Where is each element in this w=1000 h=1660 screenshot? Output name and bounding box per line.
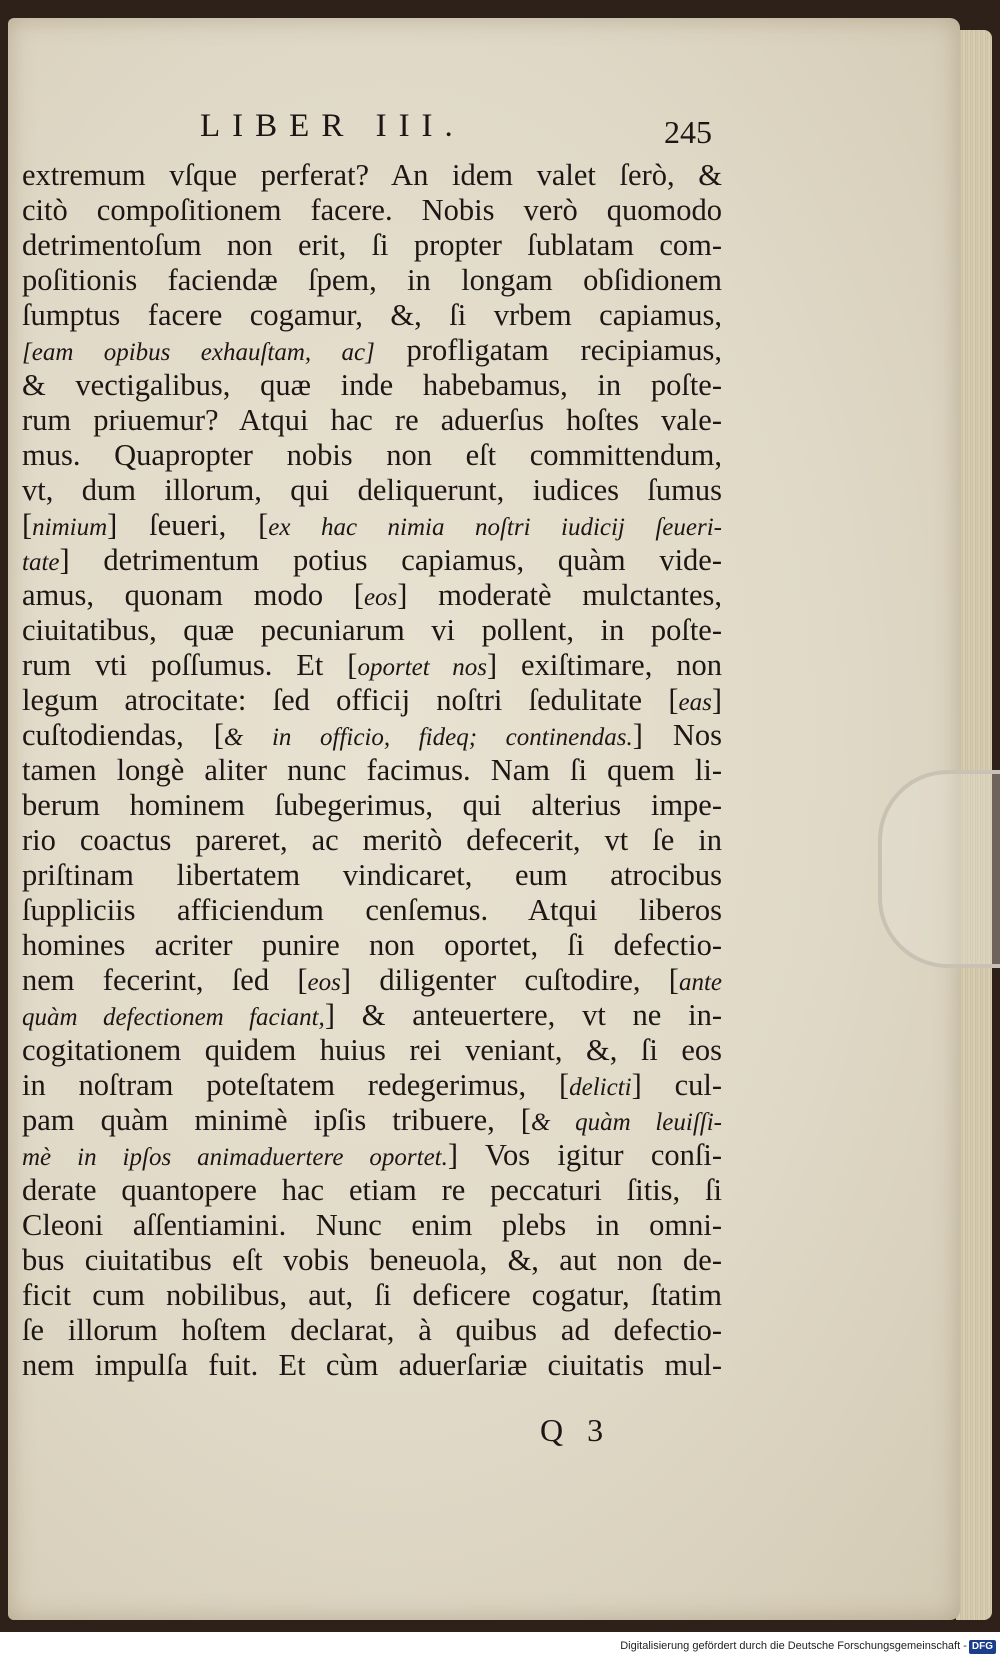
text-segment: poſitionis faciendæ ſpem, in longam obſidionem <box>22 263 722 297</box>
text-line <box>22 578 722 613</box>
text-segment: ſumptus facere cogamur, &, ſi vrbem capiamus, <box>22 298 722 332</box>
text-segment: ] ſeueri, [ <box>107 508 269 542</box>
text-segment: nem impulſa fuit. Et cùm aduerſariæ ciuitatis mul- <box>22 1348 722 1382</box>
bracketed-insertion: oportet nos <box>357 654 487 681</box>
text-segment: ] Vos igitur conſi- <box>447 1138 722 1172</box>
bracketed-insertion: nimium <box>32 514 108 541</box>
text-line <box>22 1103 722 1138</box>
text-segment: Cleoni aſſentiamini. Nunc enim plebs in omni- <box>22 1208 722 1242</box>
text-segment: bus ciuitatibus eſt vobis beneuola, &, aut non de- <box>22 1243 722 1277</box>
text-segment: homines acriter punire non oportet, ſi defectio- <box>22 928 722 962</box>
text-segment: cogitationem quidem huius rei veniant, &, ſi eos <box>22 1033 722 1067</box>
text-line <box>22 1138 722 1173</box>
text-segment: tamen longè aliter nunc facimus. Nam ſi quem li- <box>22 753 722 787</box>
bracketed-insertion: tate <box>22 549 60 576</box>
text-segment: in noſtram poteſtatem redegerimus, [ <box>22 1068 570 1102</box>
text-line <box>22 438 722 473</box>
text-segment: ] detrimentum potius capiamus, quàm vide- <box>59 543 722 577</box>
text-segment: ficit cum nobilibus, aut, ſi deficere cogatur, ſtatim <box>22 1278 722 1312</box>
text-segment: [ <box>22 508 33 542</box>
text-segment: ſuppliciis afficiendum cenſemus. Atqui liberos <box>22 893 722 927</box>
text-segment: extremum vſque perferat? An idem valet ſerò, & <box>22 158 722 192</box>
text-segment: vt, dum illorum, qui deliquerunt, iudices ſumus <box>22 473 722 507</box>
text-line <box>22 1033 722 1068</box>
text-segment: detrimentoſum non erit, ſi propter ſublatam com- <box>22 228 722 262</box>
text-segment: ] & anteuertere, vt ne in- <box>324 998 722 1032</box>
text-line <box>22 823 722 858</box>
text-line <box>22 683 722 718</box>
text-line <box>22 788 722 823</box>
text-line <box>22 753 722 788</box>
bracketed-insertion: ante <box>678 969 722 996</box>
digitization-footer <box>0 1632 1000 1660</box>
bracketed-insertion: quàm defectionem faciant, <box>22 1004 325 1031</box>
text-line <box>22 1278 722 1313</box>
text-segment: citò compoſitionem facere. Nobis verò quomodo <box>22 193 722 227</box>
text-segment: ſe illorum hoſtem declarat, à quibus ad defectio- <box>22 1313 722 1347</box>
text-line <box>22 893 722 928</box>
bracketed-insertion: mè in ipſos animaduertere oportet. <box>22 1144 448 1171</box>
text-segment: ] moderatè mulctantes, <box>397 578 722 612</box>
text-line <box>22 1243 722 1278</box>
text-line <box>22 1068 722 1103</box>
text-segment: priſtinam libertatem vindicaret, eum atrocibus <box>22 858 722 892</box>
text-segment: rio coactus pareret, ac meritò defecerit, vt ſe in <box>22 823 722 857</box>
text-line <box>22 1173 722 1208</box>
text-line <box>22 228 722 263</box>
bracketed-insertion: & quàm leuiſſi- <box>530 1109 722 1136</box>
text-segment: mus. Quapropter nobis non eſt committendum, <box>22 438 722 472</box>
text-line <box>22 1348 722 1383</box>
text-line <box>22 298 722 333</box>
text-segment: rum priuemur? Atqui hac re aduerſus hoſtes vale- <box>22 403 722 437</box>
text-line <box>22 718 722 753</box>
text-line <box>22 928 722 963</box>
signature-mark: Q 3 <box>540 1412 612 1448</box>
text-segment: ] diligenter cuſtodire, [ <box>340 963 679 997</box>
bracketed-insertion: ex hac nimia noſtri iudicij ſeueri- <box>268 514 722 541</box>
text-segment: ] cul- <box>631 1068 722 1102</box>
text-segment: & vectigalibus, quæ inde habebamus, in poſte- <box>22 368 722 402</box>
text-segment: legum atrocitate: ſed officij noſtri ſedulitate [ <box>22 683 679 717</box>
text-segment: berum hominem ſubegerimus, qui alterius impe- <box>22 788 722 822</box>
text-segment: derate quantopere hac etiam re peccaturi ſitis, ſi <box>22 1173 722 1207</box>
text-line <box>22 858 722 893</box>
text-line <box>22 403 722 438</box>
text-segment: cuſtodiendas, [ <box>22 718 224 752</box>
text-segment: ] exiſtimare, non <box>486 648 722 682</box>
text-line <box>22 368 722 403</box>
text-segment: rum vti poſſumus. Et [ <box>22 648 358 682</box>
text-line <box>22 473 722 508</box>
bracketed-insertion: delicti <box>569 1074 632 1101</box>
bracketed-insertion: & in officio, fideq; continendas. <box>223 724 633 751</box>
text-line <box>22 998 722 1033</box>
text-segment: pam quàm minimè ipſis tribuere, [ <box>22 1103 531 1137</box>
text-line <box>22 508 722 543</box>
dfg-logo: DFG <box>969 1640 996 1654</box>
bracketed-insertion: eos <box>307 969 341 996</box>
text-line <box>22 648 722 683</box>
text-line <box>22 963 722 998</box>
running-title: LIBER III. <box>200 108 465 144</box>
text-line <box>22 1208 722 1243</box>
text-segment: amus, quonam modo [ <box>22 578 364 612</box>
text-segment: ] <box>711 683 722 717</box>
text-line <box>22 1313 722 1348</box>
footer-credit: Digitalisierung gefördert durch die Deutsche Forschungsgemeinschaft - <box>620 1640 967 1652</box>
text-segment: nem fecerint, ſed [ <box>22 963 308 997</box>
page-number: 245 <box>664 114 712 150</box>
text-segment: profligatam recipiamus, <box>374 333 722 367</box>
body-text <box>22 158 722 1383</box>
text-line <box>22 333 722 368</box>
bracketed-insertion: [eam opibus exhauſtam, ac] <box>22 339 375 366</box>
text-line <box>22 613 722 648</box>
text-line <box>22 158 722 193</box>
bracketed-insertion: eos <box>363 584 398 611</box>
bracketed-insertion: eas <box>678 689 712 716</box>
text-segment: ciuitatibus, quæ pecuniarum vi pollent, in poſte- <box>22 613 722 647</box>
text-line <box>22 193 722 228</box>
text-line <box>22 543 722 578</box>
text-segment: ] Nos <box>632 718 722 752</box>
page-clip-tab <box>878 770 1000 968</box>
text-line <box>22 263 722 298</box>
